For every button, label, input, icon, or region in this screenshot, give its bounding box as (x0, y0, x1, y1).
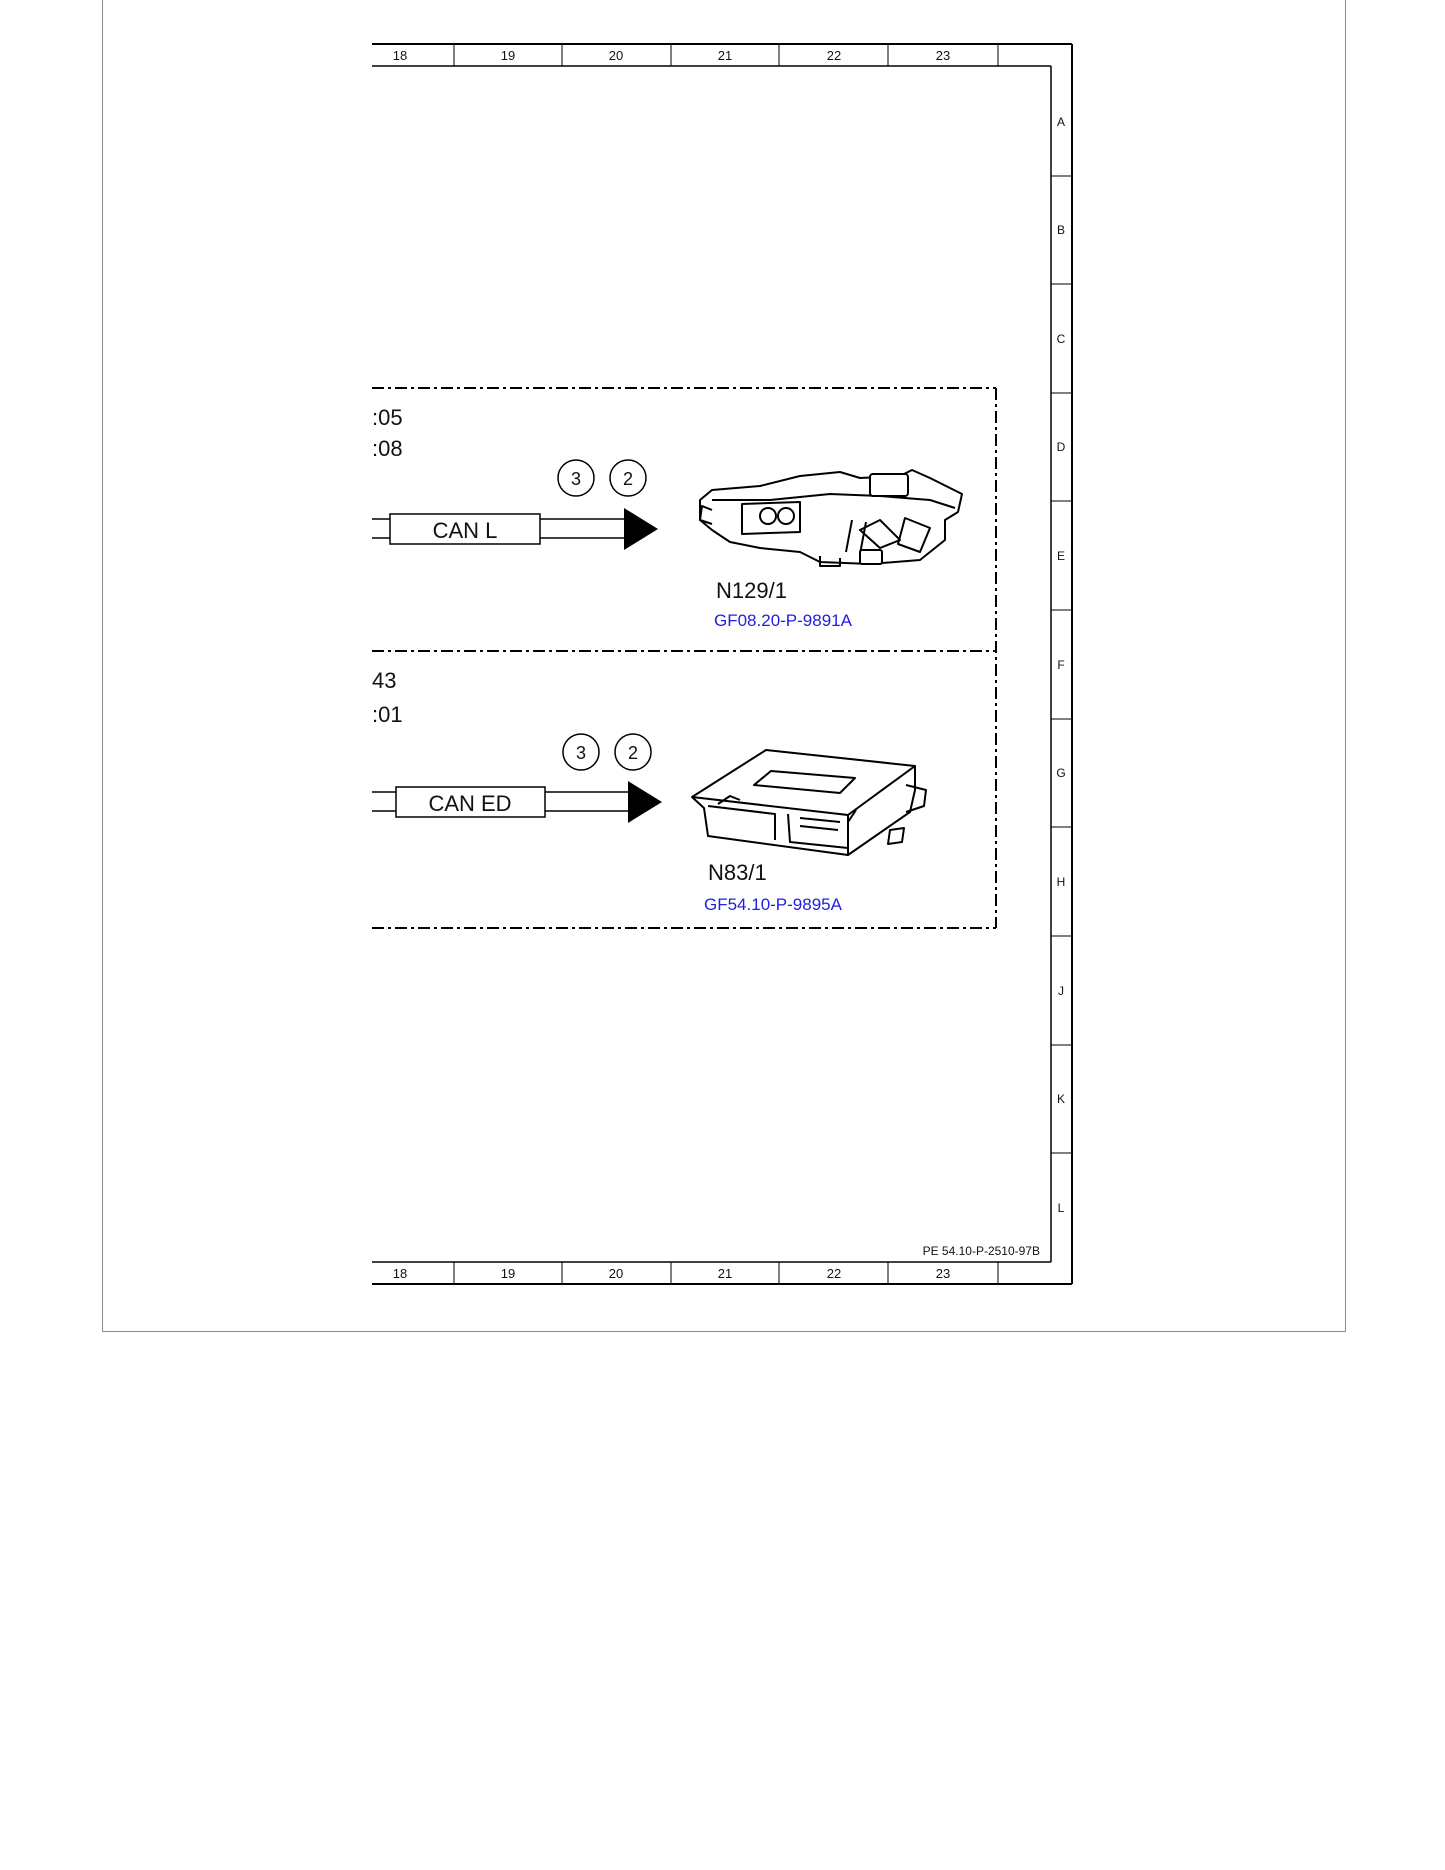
row-letter: D (1056, 440, 1066, 454)
row-letter: C (1056, 332, 1066, 346)
component-code-n83-1: N83/1 (708, 860, 767, 885)
cut-label: :05 (372, 405, 403, 430)
column-number: 23 (935, 48, 951, 63)
climate-control-unit-icon (700, 470, 962, 566)
footer-code: PE 54.10-P-2510-97B (922, 1244, 1040, 1258)
circle-marker-number: 2 (622, 469, 634, 489)
frame (372, 44, 1072, 1284)
row-letter: E (1056, 549, 1066, 563)
upper-section (372, 405, 962, 630)
column-number: 21 (717, 48, 733, 63)
reference-link-gf54[interactable]: GF54.10-P-9895A (704, 895, 842, 914)
row-letters (1056, 115, 1065, 1215)
circle-marker-number: 3 (570, 469, 582, 489)
column-number: 19 (500, 48, 516, 63)
reference-link-gf08[interactable]: GF08.20-P-9891A (714, 611, 852, 630)
component-code-n129-1: N129/1 (716, 578, 787, 603)
row-letter: F (1057, 658, 1065, 672)
arrow-head-icon (624, 508, 658, 550)
lower-section (372, 668, 926, 914)
cut-label: 43 (372, 668, 397, 693)
bus-label-can-l: CAN L (432, 518, 498, 543)
column-number: 19 (500, 1266, 516, 1281)
row-letter: H (1056, 875, 1066, 889)
row-letter: K (1056, 1092, 1066, 1106)
column-number: 23 (935, 1266, 951, 1281)
row-letter: L (1057, 1201, 1065, 1215)
column-number: 22 (826, 48, 842, 63)
column-number: 20 (608, 48, 624, 63)
circle-marker-number: 3 (575, 743, 587, 763)
control-module-icon (692, 750, 926, 855)
row-letter: A (1056, 115, 1066, 129)
circle-marker-number: 2 (627, 743, 639, 763)
row-letter: J (1058, 984, 1064, 998)
cut-label: :08 (372, 436, 403, 461)
arrow-head-icon (628, 781, 662, 823)
row-letter: B (1056, 223, 1066, 237)
column-number: 18 (392, 1266, 408, 1281)
section-boxes (372, 388, 996, 928)
column-number: 21 (717, 1266, 733, 1281)
column-number: 18 (392, 48, 408, 63)
row-letter: G (1056, 766, 1066, 780)
cut-label: :01 (372, 702, 403, 727)
column-number: 22 (826, 1266, 842, 1281)
column-number: 20 (608, 1266, 624, 1281)
bus-label-can-ed: CAN ED (428, 791, 512, 816)
